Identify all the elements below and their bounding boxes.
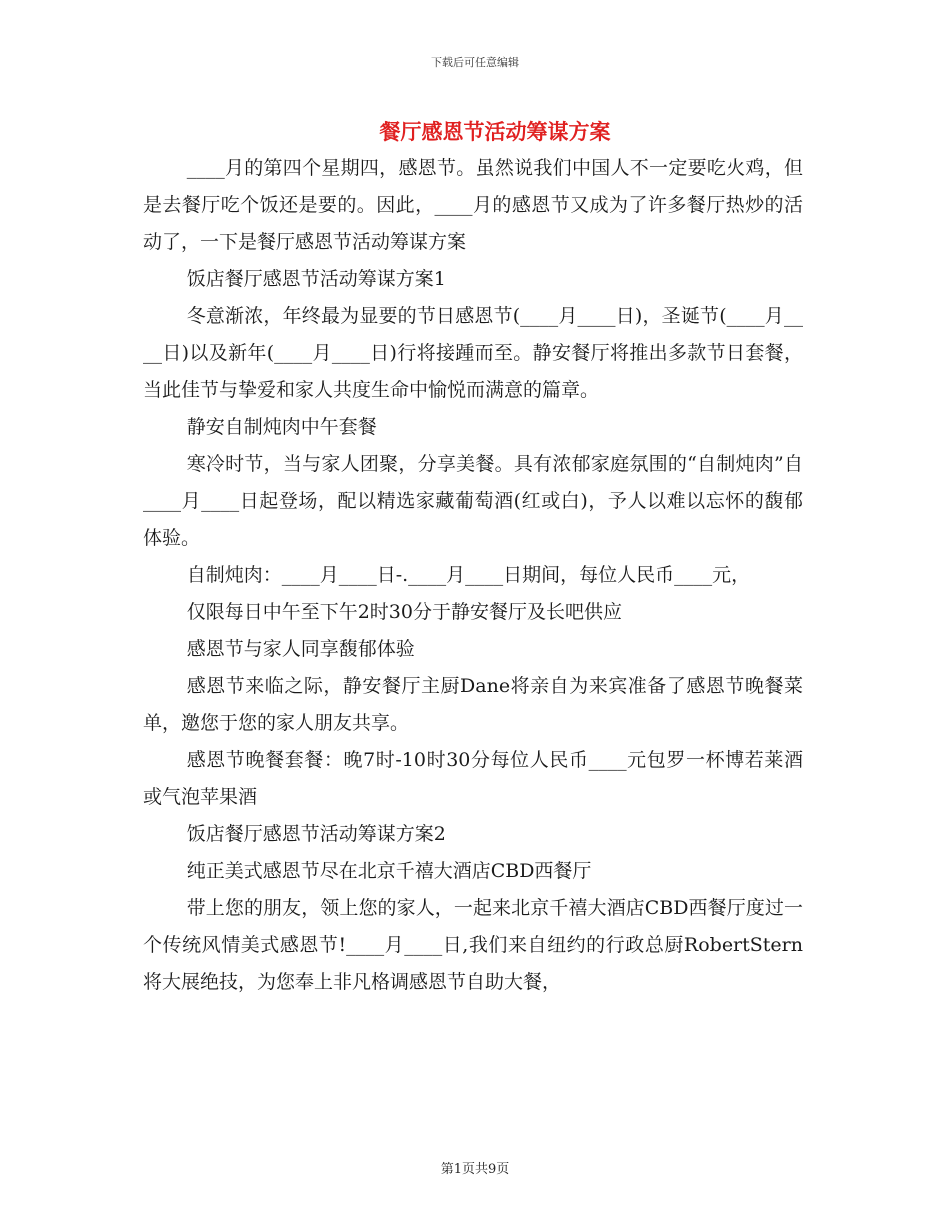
section-heading-plan-1: 饭店餐厅感恩节活动筹谋方案1	[186, 268, 446, 290]
paragraph: 自制炖肉：____月____日-.____月____日期间，每位人民币____元，	[186, 564, 751, 586]
paragraph: 带上您的朋友，领上您的家人，一起来北京千禧大酒店CBD西餐厅度过一个传统风情美式感恩节!____月____日,我们来自纽约的行政总厨RobertStern将大展绝技，为您奉上非凡格调感恩节自助大餐，	[143, 897, 803, 993]
subheading: 纯正美式感恩节尽在北京千禧大酒店CBD西餐厅	[186, 860, 592, 882]
paragraph: 冬意渐浓，年终最为显要的节日感恩节(____月____日)，圣诞节(____月____日)以及新年(____月____日)行将接踵而至。静安餐厅将推出多款节日套餐，当此佳节与挚爱和家人共度生命中愉悦而满意的篇章。	[143, 305, 803, 401]
document-title: 餐厅感恩节活动筹谋方案	[379, 119, 611, 144]
paragraph: 感恩节晚餐套餐：晚7时-10时30分每位人民币____元包罗一杯博若莱酒或气泡苹果酒	[143, 749, 803, 808]
section-heading-plan-2: 饭店餐厅感恩节活动筹谋方案2	[186, 823, 446, 845]
document-body	[143, 150, 803, 1001]
paragraph: 寒冷时节，当与家人团聚，分享美餐。具有浓郁家庭氛围的“自制炖肉”自____月____日起登场，配以精选家藏葡萄酒(红或白)，予人以难以忘怀的馥郁体验。	[143, 453, 803, 549]
paragraph: 感恩节来临之际，静安餐厅主厨Dane将亲自为来宾准备了感恩节晚餐菜单，邀您于您的家人朋友共享。	[143, 675, 803, 734]
header-note: 下载后可任意编辑	[431, 56, 519, 69]
subheading: 静安自制炖肉中午套餐	[186, 416, 377, 438]
paragraph-intro: ____月的第四个星期四，感恩节。虽然说我们中国人不一定要吃火鸡，但是去餐厅吃个饭还是要的。因此，____月的感恩节又成为了许多餐厅热炒的活动了，一下是餐厅感恩节活动筹谋方案	[143, 157, 803, 253]
paragraph: 仅限每日中午至下午2时30分于静安餐厅及长吧供应	[186, 601, 622, 623]
page-number: 第1页共9页	[440, 1162, 510, 1177]
subheading: 感恩节与家人同享馥郁体验	[186, 638, 415, 660]
